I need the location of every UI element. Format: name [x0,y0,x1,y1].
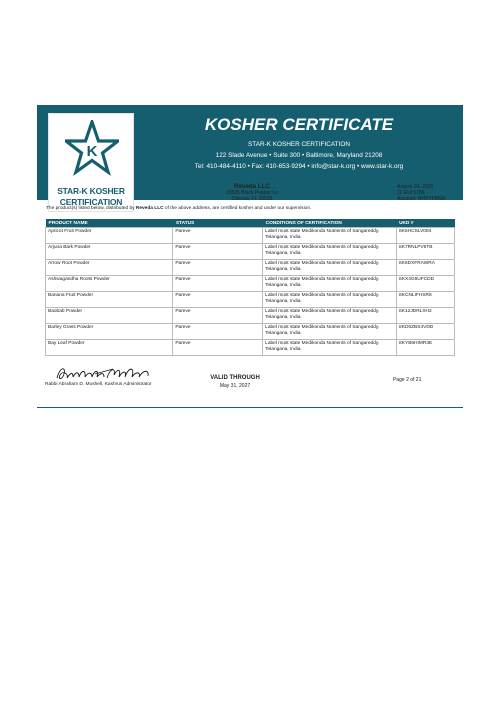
table-row [46,228,455,244]
product-ukd: SKYB6HIMR3E [396,340,454,356]
col-header-ukd: UKD # [396,219,454,228]
intro-prefix: The product(s) listed below, distributed by [46,206,136,211]
page-number: Page 2 of 21 [393,377,422,383]
table-row [46,308,455,324]
signature-image [55,365,155,383]
product-ukd: SK7RNLPV5TB [396,244,454,260]
table-row [46,324,455,340]
company-street: 15526 Black Pepper Ln [226,190,278,196]
signatory-name: Rabbi Abraham D. Mushell, Kashrus Administrator [45,382,152,387]
product-status: Pareve [173,276,263,292]
table-row [46,276,455,292]
logo-text-line1: STAR-K KOSHER [57,186,125,196]
org-name: STAR-K KOSHER CERTIFICATION [248,141,350,148]
product-name: Apricot Fruit Powder [46,228,173,244]
product-condition: Label must state Medikonda Nutrients of Sangareddy, Telangana, India. [263,340,396,356]
col-header-conditions: CONDITIONS OF CERTIFICATION [263,219,396,228]
bottom-divider [37,407,463,408]
product-status: Pareve [173,260,263,276]
table-row [46,340,455,356]
certificate-title: KOSHER CERTIFICATE [204,115,394,134]
product-ukd: SK5HCSLV084 [396,228,454,244]
product-name: Barley Grass Powder [46,324,173,340]
product-name: Arrow Root Powder [46,260,173,276]
account-number: Account: RHYYFBMA [397,196,446,202]
product-status: Pareve [173,340,263,356]
product-name: Baobab Powder [46,308,173,324]
product-condition: Label must state Medikonda Nutrients of Sangareddy, Telangana, India. [263,260,396,276]
product-condition: Label must state Medikonda Nutrients of Sangareddy, Telangana, India. [263,228,396,244]
product-ukd: SK6DXFRAWRA [396,260,454,276]
logo-text-line2: CERTIFICATION [59,197,123,207]
valid-through-date: May 31, 2027 [219,383,251,389]
logo-letter: K [86,143,98,160]
org-contact: Tel: 410-484-4110 • Fax: 410-653-9294 • info@star-k.org • www.star-k.org [194,163,404,170]
table-row [46,260,455,276]
table-row [46,244,455,260]
star-k-logo-icon [65,120,119,180]
col-header-status: STATUS [173,219,263,228]
product-name: Arjuna Bark Powder [46,244,173,260]
product-ukd: SKX4G5UFCDD [396,276,454,292]
intro-company: Reveda LLC [135,206,164,211]
valid-through-label: VALID THROUGH [210,375,260,381]
table-row [46,292,455,308]
product-condition: Label must state Medikonda Nutrients of Sangareddy, Telangana, India. [263,244,396,260]
product-ukd: SKCNLIFHSR8 [396,292,454,308]
table-header-row [46,219,455,228]
product-status: Pareve [173,324,263,340]
hebrew-date: 11 Elul 5786 [397,190,425,196]
intro-statement [46,206,311,211]
product-condition: Label must state Medikonda Nutrients of Sangareddy, Telangana, India. [263,324,396,340]
product-ukd: SKD0ZBS4VDD [396,324,454,340]
product-status: Pareve [173,308,263,324]
company-name: Reveda LLC [234,183,270,190]
product-name: Bay Leaf Powder [46,340,173,356]
validity-block [197,375,273,389]
product-condition: Label must state Medikonda Nutrients of Sangareddy, Telangana, India. [263,276,396,292]
product-condition: Label must state Medikonda Nutrients of Sangareddy, Telangana, India. [263,308,396,324]
intro-suffix: of the above address, are certified kosher and under our supervision. [163,206,312,211]
issue-date: August 24, 2026 [397,184,434,190]
certificate-page [37,105,463,408]
product-status: Pareve [173,244,263,260]
product-name: Ashwagandha Roots Powder [46,276,173,292]
product-condition: Label must state Medikonda Nutrients of Sangareddy, Telangana, India. [263,292,396,308]
company-block [187,184,317,202]
col-header-product-name: PRODUCT NAME [46,219,173,228]
product-status: Pareve [173,228,263,244]
product-status: Pareve [173,292,263,308]
certificate-meta [397,184,446,202]
product-name: Banana Fruit Powder [46,292,173,308]
product-ukd: SK12JDRLXH2 [396,308,454,324]
org-address: 122 Slade Avenue • Suite 300 • Baltimore, Maryland 21208 [215,152,383,159]
star-k-logo [48,113,134,212]
company-city: Odessa, FL 15526 [231,196,273,202]
products-table [45,219,455,356]
